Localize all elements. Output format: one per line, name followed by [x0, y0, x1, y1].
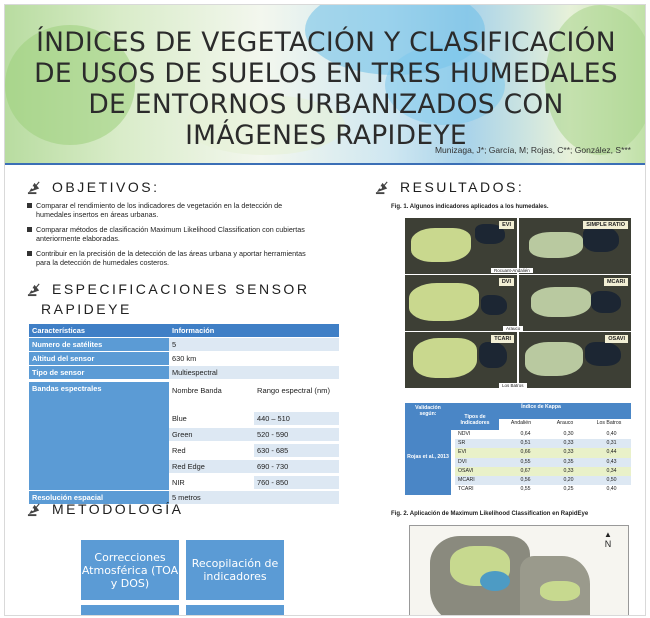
indicator-image	[519, 332, 631, 388]
kappa-value: 0,44	[606, 449, 617, 456]
kappa-value: 0,64	[520, 431, 531, 437]
kappa-value: 0,20	[563, 477, 574, 483]
kappa-value: 0,31	[606, 440, 617, 447]
header-banner	[5, 5, 646, 163]
indicator-name: SR	[458, 440, 466, 447]
band-range: 760 - 850	[254, 476, 339, 489]
column-header: Arauco	[543, 419, 587, 429]
kappa-value: 0,56	[520, 477, 531, 483]
table-row	[169, 428, 339, 441]
indicator-image	[519, 275, 631, 331]
indicator-image-mosaic	[405, 218, 631, 388]
table-row	[455, 448, 631, 457]
kappa-value: 0,30	[563, 431, 574, 437]
kappa-value: 0,25	[563, 486, 574, 493]
index-label: DVI	[499, 278, 514, 286]
row-value: 630 km	[169, 352, 339, 366]
table-row	[455, 476, 631, 485]
satellite-dish-icon	[375, 180, 390, 195]
index-label: OSAVI	[605, 335, 628, 343]
figure-caption: Fig. 1. Algunos indicadores aplicados a los humedales.	[391, 204, 549, 210]
list-item: Comparar métodos de clasificación Maximum Likelihood Classification con cubiertas anteriormente elaboradas.	[27, 225, 307, 243]
kappa-value: 0,55	[520, 458, 531, 465]
table-row	[169, 476, 339, 489]
band-name: Red Edge	[172, 462, 205, 471]
row-label: Numero de satélites	[29, 338, 169, 352]
column-header: Nombre Banda	[172, 386, 222, 395]
kappa-value: 0,43	[606, 458, 617, 465]
table-row	[29, 338, 339, 352]
satellite-dish-icon	[27, 180, 42, 195]
kappa-value: 0,66	[520, 449, 531, 456]
indicator-name: MCARI	[458, 477, 475, 483]
place-label: Rocuant-Andalién	[491, 268, 533, 273]
kappa-value: 0,50	[606, 477, 617, 483]
bandas-label: Bandas espectrales	[29, 382, 169, 490]
method-step-box: Correcciones Atmosférica (TOA y DOS)	[81, 540, 179, 600]
satellite-dish-icon	[27, 502, 42, 517]
kappa-value: 0,40	[606, 431, 617, 437]
especificaciones-heading	[27, 281, 309, 297]
table-row	[455, 439, 631, 448]
section-title-line2: RAPIDEYE	[41, 301, 132, 317]
indicator-image	[405, 275, 517, 331]
north-label: N	[604, 539, 612, 549]
authors: Munizaga, J*; García, M; Rojas, C**; González, S***	[434, 145, 631, 155]
method-step-box-partial	[81, 605, 179, 616]
method-step-box-partial	[186, 605, 284, 616]
column-header: Información	[169, 324, 339, 338]
band-name: Red	[172, 446, 186, 455]
resultados-heading	[375, 179, 524, 195]
indicator-name: TCARI	[458, 486, 474, 493]
column-header: Índice de Kappa	[451, 403, 631, 410]
index-label: SIMPLE RATIO	[583, 221, 628, 229]
column-header: Tipos de Indicadores	[451, 410, 499, 430]
section-title: ESPECIFICACIONES SENSOR	[52, 281, 310, 297]
kappa-value: 0,55	[520, 486, 531, 493]
objetivos-heading	[27, 179, 159, 195]
place-label: Arauco	[503, 326, 523, 331]
table-row	[455, 430, 631, 439]
figure-caption: Fig. 2. Aplicación de Maximum Likelihood Classification en RapidEye	[391, 511, 589, 517]
column-header: Andalién	[499, 419, 543, 429]
table-row	[29, 352, 339, 366]
classification-map	[409, 525, 629, 616]
row-value: Multiespectral	[169, 366, 339, 380]
north-arrow-icon: ▲ N	[604, 530, 612, 549]
row-label: Resolución espacial	[29, 491, 169, 505]
objetivos-list	[27, 201, 307, 273]
kappa-value: 0,67	[520, 467, 531, 474]
poster	[4, 4, 646, 616]
table-row	[169, 444, 339, 457]
place-label: Los Batros	[499, 383, 527, 388]
row-label: Altitud del sensor	[29, 352, 169, 366]
table-header-row	[29, 324, 339, 338]
kappa-value: 0,33	[563, 440, 574, 447]
table-row	[455, 458, 631, 467]
band-range: 630 - 685	[254, 444, 339, 457]
column-header: Validación según:	[405, 403, 451, 419]
method-step-box: Recopilación de indicadores	[186, 540, 284, 600]
kappa-value: 0,51	[520, 440, 531, 447]
column-header: Características	[29, 324, 169, 338]
kappa-value: 0,33	[563, 449, 574, 456]
index-label: EVI	[499, 221, 514, 229]
kappa-value: 0,34	[606, 467, 617, 474]
band-range: 690 - 730	[257, 462, 289, 471]
header-divider	[5, 163, 646, 165]
column-header: Rango espectral (nm)	[257, 386, 331, 395]
indicator-image	[405, 332, 517, 388]
section-title: METODOLOGÍA	[52, 501, 184, 517]
index-label: TCARI	[491, 335, 514, 343]
kappa-table	[405, 403, 631, 495]
satellite-dish-icon	[27, 282, 42, 297]
row-value: 5 metros	[169, 491, 339, 505]
table-header-row	[169, 384, 339, 397]
indicator-image	[405, 218, 517, 274]
validation-source: Rojas et al., 2013	[405, 419, 451, 495]
row-label: Tipo de sensor	[29, 366, 169, 380]
section-title: OBJETIVOS:	[52, 179, 160, 195]
kappa-value: 0,35	[563, 458, 574, 465]
table-row	[455, 485, 631, 494]
indicator-image	[519, 218, 631, 274]
list-item: Contribuir en la precisión de la detección de las áreas urbana y aportar herramientas para la detección de humedales costeros.	[27, 249, 307, 267]
table-row	[169, 412, 339, 425]
column-header: Los Batros	[587, 419, 631, 429]
bandas-subtable	[169, 382, 339, 490]
row-value: 5	[169, 338, 339, 352]
band-range: 440 – 510	[254, 412, 339, 425]
table-row	[29, 366, 339, 380]
indicator-name: OSAVI	[458, 467, 474, 474]
table-row	[455, 467, 631, 476]
indicator-name: DVI	[458, 458, 467, 465]
index-label: MCARI	[604, 278, 628, 286]
band-range: 520 - 590	[257, 430, 289, 439]
indicator-name: NDVI	[458, 431, 471, 437]
section-title: RESULTADOS:	[400, 179, 525, 195]
poster-title: ÍNDICES DE VEGETACIÓN Y CLASIFICACIÓN DE USOS DE SUELOS EN TRES HUMEDALES DE ENTORNOS URBANIZADOS CON IMÁGENES RAPIDEYE	[34, 27, 618, 151]
band-name: NIR	[172, 478, 185, 487]
sensor-spec-table	[29, 324, 339, 504]
kappa-value: 0,33	[563, 467, 574, 474]
band-name: Green	[172, 430, 193, 439]
indicator-name: EVI	[458, 449, 467, 456]
band-name: Blue	[172, 414, 187, 423]
table-row	[169, 460, 339, 473]
kappa-value: 0,40	[606, 486, 617, 493]
metodologia-heading	[27, 501, 183, 517]
list-item: Comparar el rendimiento de los indicadores de vegetación en la detección de humedales insertos en áreas urbanas.	[27, 201, 307, 219]
